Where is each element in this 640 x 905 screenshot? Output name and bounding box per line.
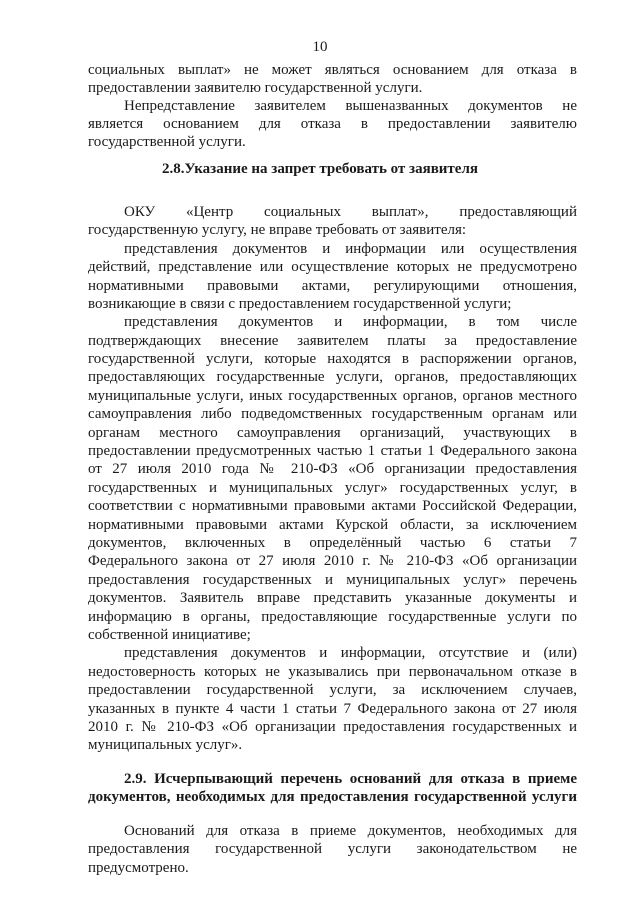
paragraph-line: информацию в органы, предоставляющие государственные услуги по [88, 609, 577, 625]
paragraph-line: является основанием для отказа в предоставлении заявителю [88, 116, 577, 132]
paragraph-line: предоставлении государственной услуги, за исключением случаев, [88, 682, 577, 698]
paragraph-line: органам местного самоуправления организаций, участвующих в [88, 425, 577, 441]
paragraph-line: государственную услугу, не вправе требовать от заявителя: [88, 222, 467, 238]
paragraph-line: муниципальных услуг». [88, 737, 243, 753]
paragraph-line: предоставляющих государственные услуги, органов, предоставляющих [88, 369, 577, 385]
page-number: 10 [312, 39, 328, 55]
paragraph-line: документов, включенных в определённый частью 6 статьи 7 [88, 535, 577, 551]
paragraph-line: от 27 июля 2010 года № 210-ФЗ «Об организации предоставления [88, 461, 577, 477]
paragraph-line: указанных в пункте 4 части 1 статьи 7 Федерального закона от 27 июля [88, 701, 577, 717]
paragraph-line: предоставления государственных и муниципальных услуг» перечень [88, 572, 577, 588]
paragraph-line: возникающие в связи с предоставлением государственной услуги; [88, 296, 512, 312]
paragraph-line: государственной услуги. [88, 134, 246, 150]
paragraph-line: Непредставление заявителем вышеназванных документов не [124, 98, 577, 114]
paragraph-line: 2010 г. № 210-ФЗ «Об организации предоставления государственных и [88, 719, 577, 735]
paragraph-line: Федерального закона от 27 июля 2010 г. № 210-ФЗ «Об организации [88, 553, 577, 569]
paragraph-line: ОКУ «Центр социальных выплат», предоставляющий [124, 204, 577, 220]
paragraph-line: муниципальные услуги, иных государственных органов, органов местного [88, 388, 577, 404]
paragraph-line: предусмотрено. [88, 860, 189, 876]
paragraph-line: представления документов и информации или осуществления [124, 241, 577, 257]
paragraph-line: предоставления государственной услуги законодательством не [88, 841, 577, 857]
paragraph-line: действий, представление или осуществление которых не предусмотрено [88, 259, 577, 275]
paragraph-line: государственных и муниципальных услуг» государственных услуг, в [88, 480, 577, 496]
paragraph-line: соответствии с нормативными правовыми актами Российской Федерации, [88, 498, 577, 514]
paragraph-line: предоставлении заявителю государственной услуги. [88, 80, 423, 96]
paragraph-line: собственной инициативе; [88, 627, 251, 643]
paragraph-line: подтверждающих внесение заявителем платы за предоставление [88, 333, 577, 349]
paragraph-line: государственной услуги, которые находятся в распоряжении органов, [88, 351, 577, 367]
section-heading-2-9: 2.9. Исчерпывающий перечень оснований для отказа в приеме [124, 771, 577, 787]
paragraph-line: документов. Заявитель вправе представить указанные документы и [88, 590, 577, 606]
paragraph-line: нормативными правовыми актами, регулирующими отношения, [88, 278, 577, 294]
paragraph-line: недостоверность которых не указывались при первоначальном отказе в [88, 664, 577, 680]
section-heading-2-8: 2.8.Указание на запрет требовать от заявителя [161, 161, 478, 177]
section-heading-2-9: документов, необходимых для предоставления государственной услуги [88, 789, 577, 805]
paragraph-line: представления документов и информации, в том числе [124, 314, 577, 330]
paragraph-line: социальных выплат» не может являться основанием для отказа в [88, 62, 577, 78]
paragraph-line: представления документов и информации, отсутствие и (или) [124, 645, 577, 661]
paragraph-line: предоставлении предусмотренных частью 1 статьи 1 Федерального закона [88, 443, 577, 459]
paragraph-line: Оснований для отказа в приеме документов, необходимых для [124, 823, 577, 839]
paragraph-line: нормативными правовыми актами Курской области, за исключением [88, 517, 577, 533]
paragraph-line: самоуправления либо подведомственных государственным органам или [88, 406, 577, 422]
